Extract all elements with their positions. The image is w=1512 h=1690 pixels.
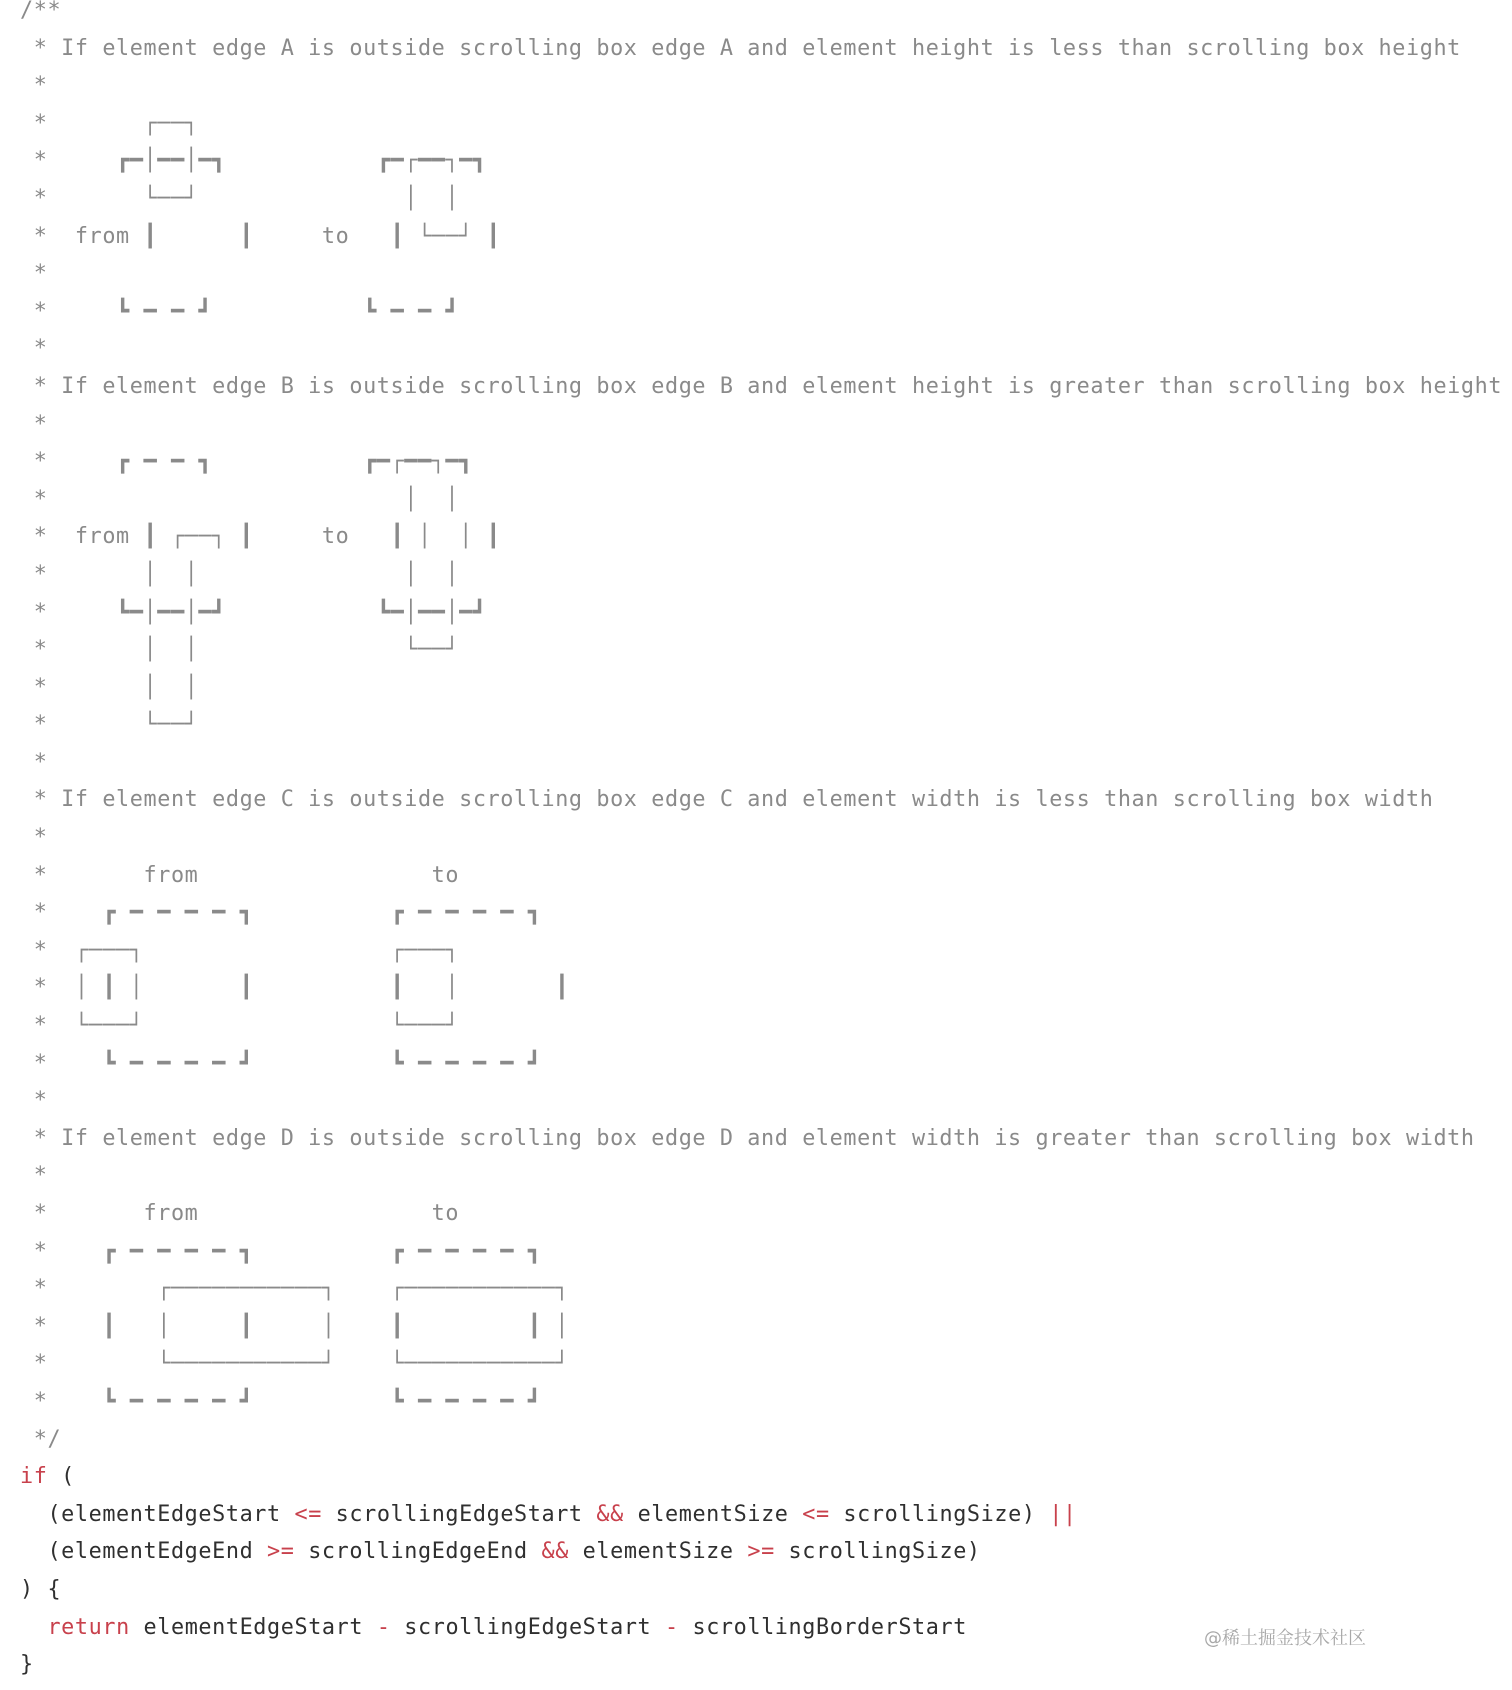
comment-line: * │ │ │ │ <box>20 561 460 587</box>
keyword-if: if <box>20 1464 48 1490</box>
comment-line: * └──┘ <box>20 712 199 738</box>
comment-line: * <box>20 1088 48 1114</box>
comment-line: * └──┘ │ │ <box>20 185 460 211</box>
comment-line: * │ │ <box>20 674 199 700</box>
watermark: @稀土掘金技术社区 <box>1204 1628 1366 1649</box>
comment-line: * <box>20 749 48 775</box>
comment-line: * │ │ <box>20 486 460 512</box>
operator: <= <box>802 1501 830 1527</box>
comment-line: * from to <box>20 862 460 888</box>
code-line-if <box>20 1464 75 1489</box>
comment-line: * ┌──┐ <box>20 110 199 136</box>
code-line-condition-1 <box>20 1502 1077 1527</box>
code-line-return <box>20 1615 967 1640</box>
code-pre <box>20 0 1502 1684</box>
comment-line: * ┏ ━ ━ ┓ ┏━┌━━┐━┓ <box>20 449 473 475</box>
comment-line: * from ┃ ┌──┐ ┃ to ┃ │ │ ┃ <box>20 524 501 550</box>
comment-line: * <box>20 336 48 362</box>
comment-line: * If element edge D is outside scrolling box edge D and element width is greater than scrolling box width <box>20 1125 1475 1151</box>
comment-line: * ┌───────────┐ ┌───────────┐ <box>20 1276 569 1302</box>
code-text: scrollingEdgeEnd <box>294 1539 542 1565</box>
code-text: scrollingEdgeStart <box>321 1501 597 1527</box>
operator: >= <box>747 1539 775 1565</box>
code-text: elementEdgeStart <box>129 1614 377 1640</box>
code-text: scrollingBorderStart <box>678 1614 967 1640</box>
comment-line: * ┏ ━ ━ ━ ━ ┓ ┏ ━ ━ ━ ━ ┓ <box>20 1238 542 1264</box>
code-line-brace-open: ) { <box>20 1576 62 1602</box>
comment-line: * │ │ └──┘ <box>20 637 460 663</box>
comment-line: */ <box>20 1426 62 1452</box>
comment-line: * ┗ ━ ━ ━ ━ ┛ ┗ ━ ━ ━ ━ ┛ <box>20 1388 542 1414</box>
code-text: (elementEdgeStart <box>20 1501 295 1527</box>
comment-line: * └───┘ └───┘ <box>20 1013 460 1039</box>
comment-line: * from ┃ ┃ to ┃ └──┘ ┃ <box>20 223 501 249</box>
code-text: (elementEdgeEnd <box>20 1539 268 1565</box>
comment-line: /** <box>20 0 62 23</box>
comment-line: * ┃ │ ┃ │ ┃ ┃ │ <box>20 1313 569 1339</box>
code-text: elementSize <box>568 1539 748 1565</box>
comment-line: * │ ┃ │ ┃ ┃ │ ┃ <box>20 975 569 1001</box>
comment-line: * If element edge B is outside scrolling box edge B and element height is greater than scrolling box height <box>20 373 1503 399</box>
operator: <= <box>294 1501 322 1527</box>
comment-line: * ┌───┐ ┌───┐ <box>20 937 460 963</box>
comment-line: * from to <box>20 1201 460 1226</box>
comment-line: * └───────────┘ └───────────┘ <box>20 1351 569 1377</box>
comment-line: * <box>20 1163 48 1189</box>
code-text: ( <box>47 1464 75 1490</box>
comment-line: * ┗ ━ ━ ┛ ┗ ━ ━ ┛ <box>20 298 460 324</box>
comment-line: * If element edge A is outside scrolling box edge A and element height is less than scrolling box height <box>20 35 1461 61</box>
operator: >= <box>267 1539 295 1565</box>
comment-line: * ┗ ━ ━ ━ ━ ┛ ┗ ━ ━ ━ ━ ┛ <box>20 1050 542 1076</box>
comment-line: * <box>20 825 48 851</box>
operator: || <box>1049 1501 1077 1527</box>
operator: - <box>376 1614 391 1640</box>
operator: && <box>541 1539 569 1565</box>
comment-line: * ┏━│━━│━┓ ┏━┌━━┐━┓ <box>20 148 487 174</box>
operator: - <box>665 1614 679 1640</box>
code-text: scrollingSize) <box>774 1539 981 1565</box>
keyword-return: return <box>47 1614 130 1640</box>
code-text: scrollingEdgeStart <box>390 1614 666 1640</box>
code-text: elementSize <box>623 1501 803 1527</box>
code-line-condition-2 <box>20 1539 981 1564</box>
code-indent <box>20 1615 47 1640</box>
code-line-brace-close: } <box>20 1652 34 1678</box>
comment-line: * <box>20 261 48 287</box>
comment-line: * <box>20 411 48 437</box>
comment-line: * ┗━│━━│━┛ ┗━│━━│━┛ <box>20 599 487 625</box>
comment-line: * <box>20 73 48 99</box>
code-text: scrollingSize) <box>829 1501 1050 1527</box>
comment-line: * If element edge C is outside scrolling box edge C and element width is less than scrolling box width <box>20 787 1434 813</box>
comment-line: * ┏ ━ ━ ━ ━ ┓ ┏ ━ ━ ━ ━ ┓ <box>20 900 542 926</box>
operator: && <box>596 1501 624 1527</box>
